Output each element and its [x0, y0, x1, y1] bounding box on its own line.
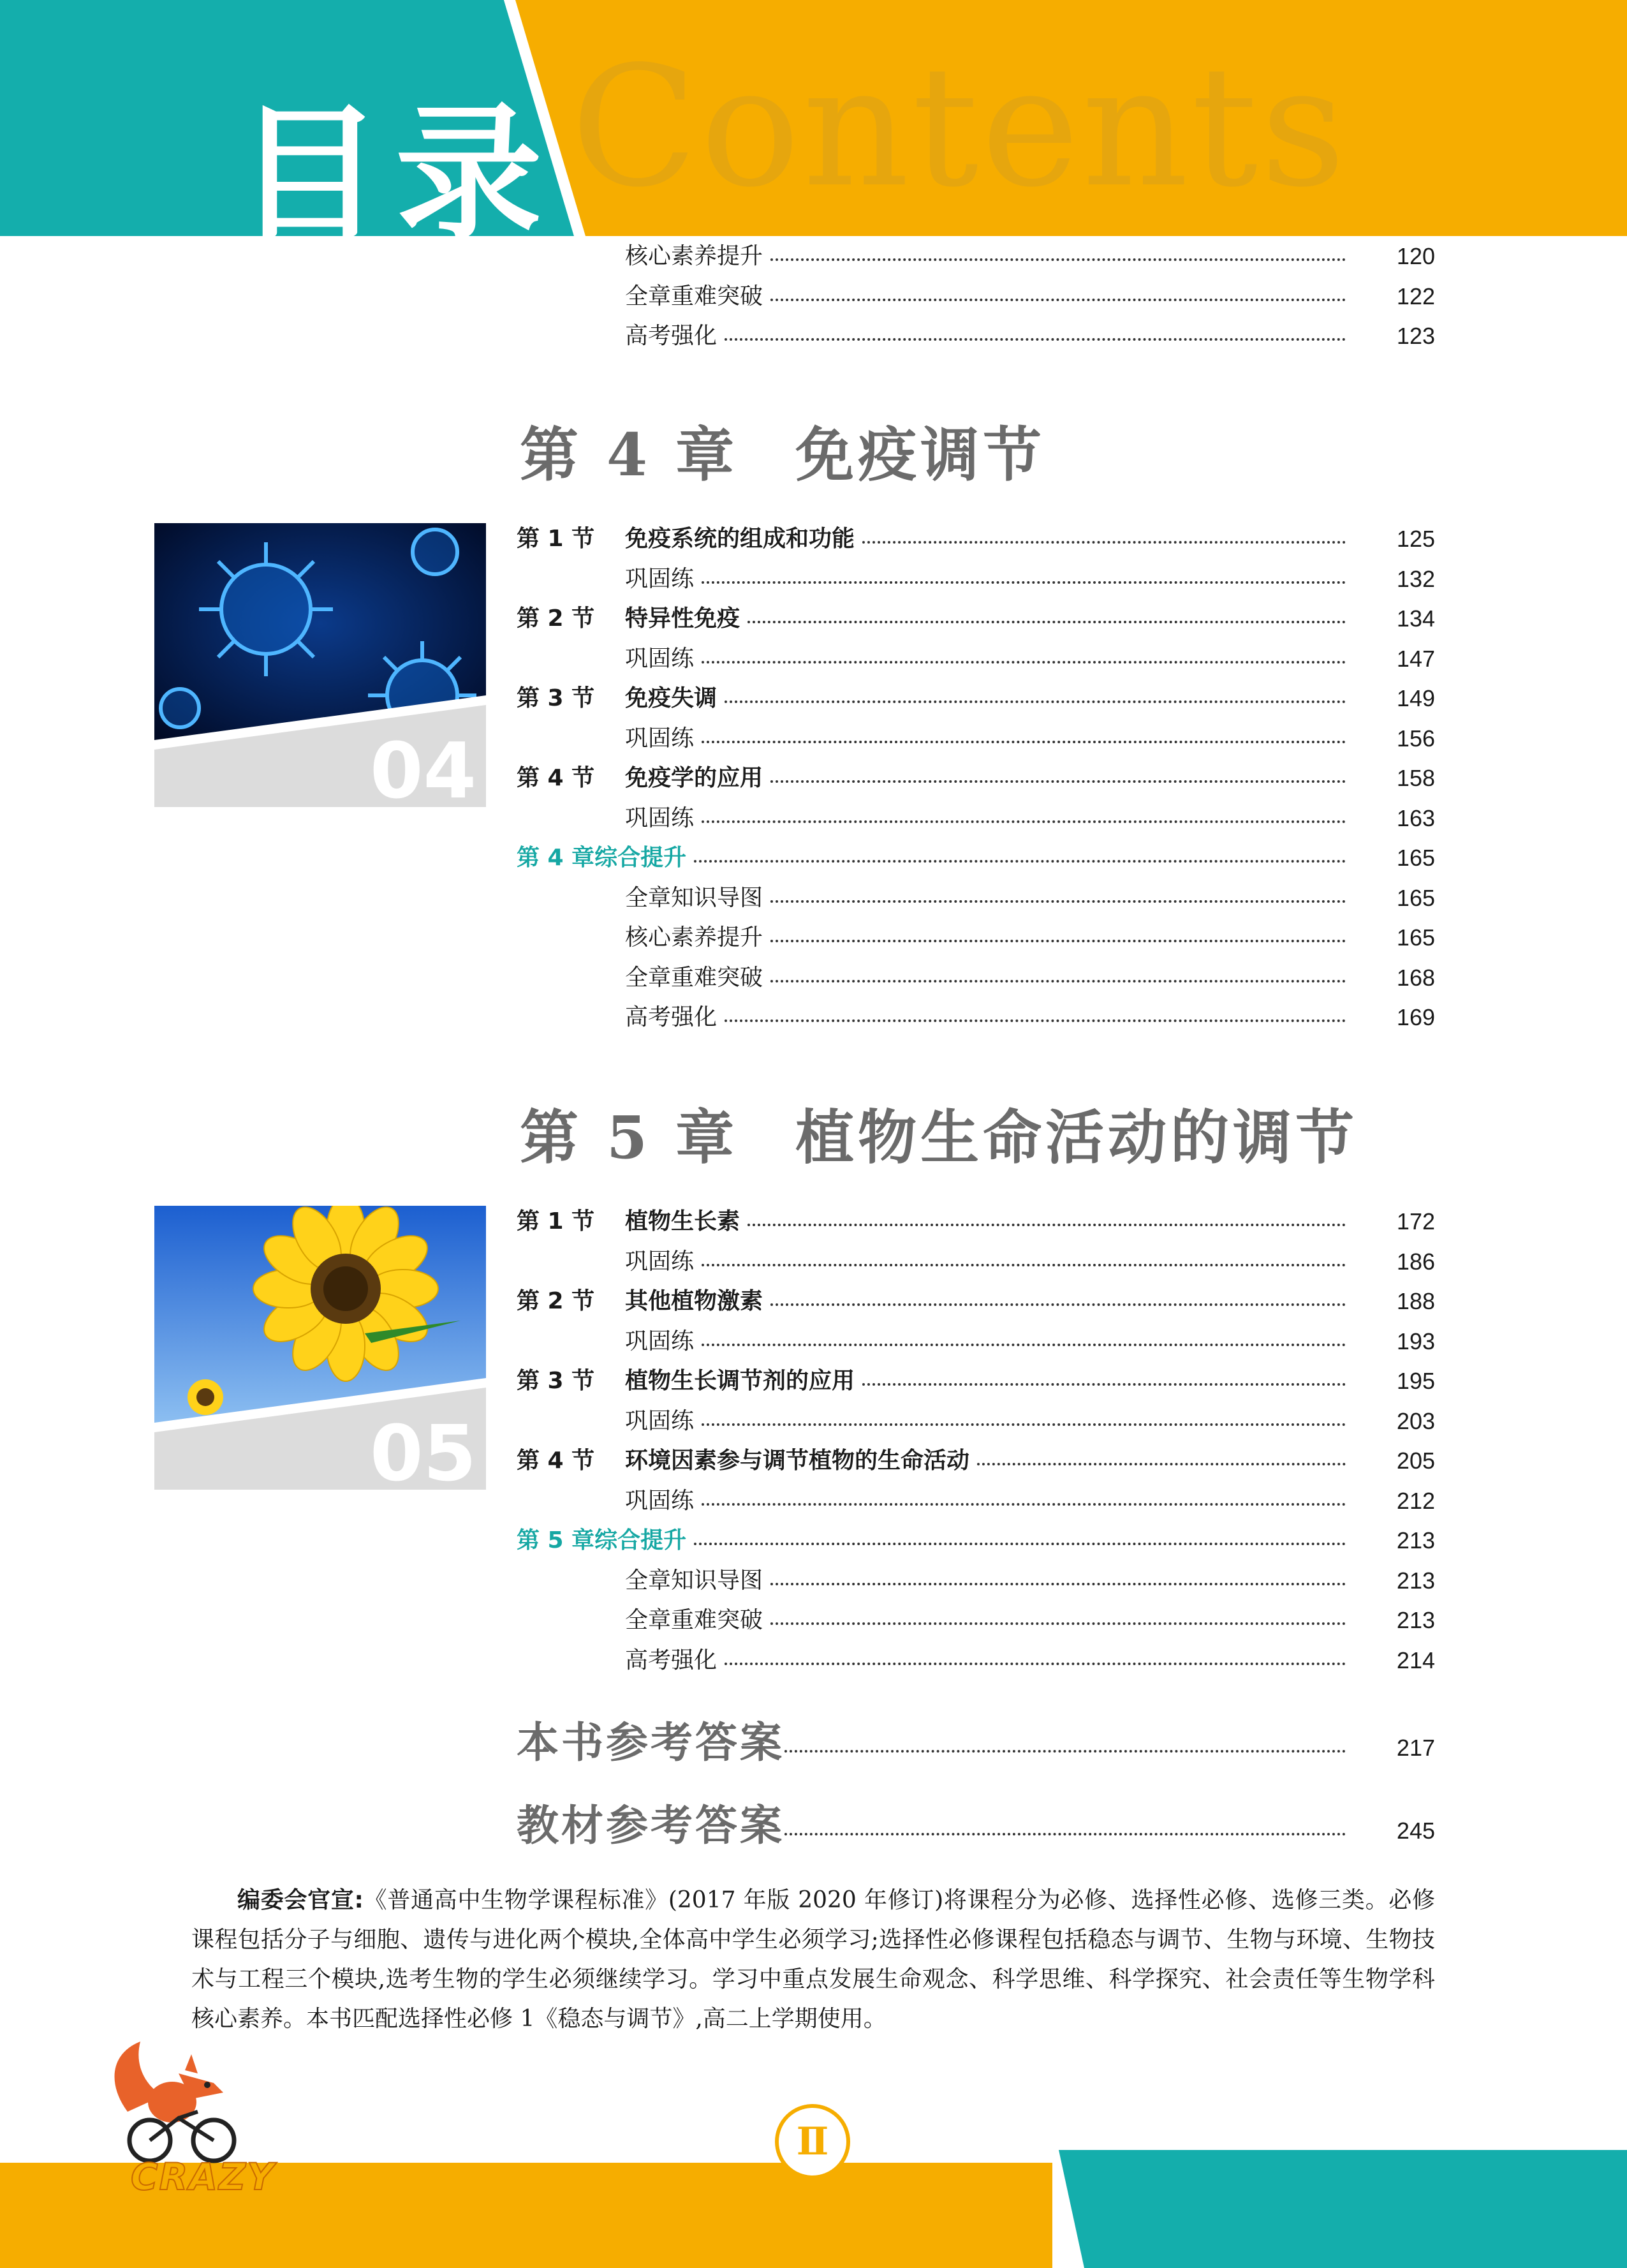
chapter-5-number: 第 5 章 — [520, 1103, 739, 1172]
dot-leader — [702, 1503, 1346, 1506]
page-ref: 205 — [1396, 1448, 1435, 1474]
subsection-title: 巩固练 — [625, 1407, 695, 1434]
chapter-5-badge: 05 — [370, 1410, 476, 1490]
toc-row — [517, 640, 1435, 678]
section-number: 第 4 节 — [517, 765, 595, 791]
toc-row — [517, 720, 1435, 758]
subsection-title: 全章重难突破 — [625, 1607, 763, 1633]
section-title: 环境因素参与调节植物的生命活动 — [625, 1448, 970, 1474]
subsection-title: 巩固练 — [625, 1487, 695, 1514]
dot-leader — [702, 581, 1346, 584]
dot-leader — [770, 1303, 1346, 1306]
dot-leader — [977, 1463, 1346, 1465]
subsection-title: 巩固练 — [625, 645, 695, 672]
dot-leader — [770, 258, 1346, 261]
toc-row — [517, 1243, 1435, 1281]
dot-leader — [770, 980, 1346, 982]
page-ref: 169 — [1396, 1004, 1435, 1030]
subsection-title: 巩固练 — [625, 565, 695, 592]
page-ref: 245 — [1396, 1818, 1435, 1844]
dot-leader — [702, 820, 1346, 823]
section-title: 免疫学的应用 — [625, 765, 763, 791]
subsection-title: 全章知识导图 — [625, 884, 763, 911]
toc-row — [517, 560, 1435, 598]
page-ref: 213 — [1396, 1527, 1435, 1553]
subsection-title: 巩固练 — [625, 1328, 695, 1354]
chapter-summary-title: 第 5 章综合提升 — [517, 1527, 687, 1553]
page-ref: 212 — [1396, 1487, 1435, 1514]
dot-leader — [770, 780, 1346, 783]
page-ref: 125 — [1396, 526, 1435, 552]
page-ref: 186 — [1396, 1248, 1435, 1275]
toc-row — [517, 959, 1435, 997]
section-number: 第 3 节 — [517, 685, 595, 711]
dot-leader — [770, 1622, 1346, 1625]
page-ref: 203 — [1396, 1407, 1435, 1434]
fox-on-bicycle-icon — [102, 2035, 255, 2172]
subsection-title: 巩固练 — [625, 1248, 695, 1275]
section-title: 植物生长素 — [625, 1208, 740, 1234]
page-ref: 134 — [1396, 605, 1435, 632]
dot-leader — [770, 299, 1346, 301]
toc-row — [517, 1562, 1435, 1600]
chapter-4-title: 免疫调节 — [795, 420, 1046, 489]
dot-leader — [702, 741, 1346, 743]
toc-row — [517, 679, 1435, 718]
toc-row — [517, 317, 1435, 355]
virus-image — [154, 523, 486, 807]
toc-row — [517, 1482, 1435, 1520]
dot-leader — [770, 940, 1346, 942]
section-number: 第 2 节 — [517, 605, 595, 632]
page-ref: 122 — [1396, 283, 1435, 309]
dot-leader — [725, 1019, 1346, 1022]
page-ref: 172 — [1396, 1208, 1435, 1234]
dot-leader — [725, 338, 1346, 341]
toc-row — [517, 799, 1435, 838]
toc-row — [517, 520, 1435, 558]
page-ref: 168 — [1396, 964, 1435, 991]
section-title: 免疫失调 — [625, 685, 718, 711]
answers-title: 本书参考答案 — [517, 1717, 784, 1767]
toc-row — [517, 1522, 1435, 1560]
answers-row — [517, 1793, 1435, 1850]
chapter-4-heading — [520, 408, 1045, 493]
toc-row — [517, 1442, 1435, 1480]
toc-row — [517, 1282, 1435, 1321]
subsection-title: 核心素养提升 — [625, 924, 763, 951]
chapter-5-title: 植物生命活动的调节 — [795, 1103, 1358, 1172]
page-title: 目录 — [236, 90, 556, 260]
page-ref: 132 — [1396, 565, 1435, 592]
dot-leader — [725, 700, 1346, 703]
toc-row — [517, 1642, 1435, 1680]
toc-row — [517, 1203, 1435, 1241]
subsection-title: 全章知识导图 — [625, 1567, 763, 1594]
chapter-5-heading — [520, 1091, 1358, 1175]
page-ref: 165 — [1396, 884, 1435, 911]
dot-leader — [702, 661, 1346, 663]
mascot-text: CRAZY — [131, 2155, 276, 2198]
toc-row — [517, 278, 1435, 316]
section-number: 第 1 节 — [517, 526, 595, 552]
toc-row — [517, 1362, 1435, 1400]
section-number: 第 3 节 — [517, 1368, 595, 1394]
toc-row — [517, 1402, 1435, 1441]
subsection-title: 高考强化 — [625, 1004, 718, 1030]
toc-row — [517, 879, 1435, 917]
dot-leader — [747, 1224, 1346, 1226]
subsection-title: 巩固练 — [625, 725, 695, 752]
dot-leader — [770, 1583, 1346, 1585]
page-ref: 188 — [1396, 1288, 1435, 1314]
subsection-title: 全章重难突破 — [625, 964, 763, 991]
toc-row — [517, 759, 1435, 797]
section-number: 第 1 节 — [517, 1208, 595, 1234]
page-ref: 156 — [1396, 725, 1435, 752]
chapter-4-number: 第 4 章 — [520, 420, 739, 489]
page-ref: 165 — [1396, 845, 1435, 871]
dot-leader — [702, 1344, 1346, 1346]
page-ref: 214 — [1396, 1647, 1435, 1673]
section-number: 第 2 节 — [517, 1288, 595, 1314]
page-ref: 165 — [1396, 924, 1435, 951]
chapter-summary-title: 第 4 章综合提升 — [517, 845, 687, 871]
toc-row — [517, 919, 1435, 957]
dot-leader — [694, 860, 1346, 863]
page-ref: 193 — [1396, 1328, 1435, 1354]
section-number: 第 4 节 — [517, 1448, 595, 1474]
toc-row — [517, 1601, 1435, 1640]
section-title: 特异性免疫 — [625, 605, 740, 632]
toc-row — [517, 1323, 1435, 1361]
answers-title: 教材参考答案 — [517, 1800, 784, 1850]
page-number: Ⅱ — [775, 2104, 850, 2179]
editorial-note — [191, 1881, 1435, 2039]
subsection-title: 高考强化 — [625, 1647, 718, 1673]
subsection-title: 核心素养提升 — [625, 243, 763, 269]
page-ref: 163 — [1396, 804, 1435, 831]
chapter-4-badge: 04 — [370, 727, 476, 807]
dot-leader — [784, 1750, 1346, 1753]
page-ref: 213 — [1396, 1567, 1435, 1594]
dot-leader — [784, 1833, 1346, 1835]
toc-row — [517, 237, 1435, 276]
dot-leader — [725, 1663, 1346, 1665]
note-lead: 编委会官宣: — [237, 1887, 364, 1913]
page-ref: 147 — [1396, 645, 1435, 672]
subsection-title: 高考强化 — [625, 323, 718, 349]
page-ref: 158 — [1396, 765, 1435, 791]
page-ref: 149 — [1396, 685, 1435, 711]
dot-leader — [747, 621, 1346, 623]
toc-row — [517, 600, 1435, 638]
page-ref: 120 — [1396, 243, 1435, 269]
page-ref: 195 — [1396, 1368, 1435, 1394]
sunflower-image — [154, 1206, 486, 1490]
dot-leader — [862, 1383, 1346, 1386]
toc-row — [517, 998, 1435, 1037]
dot-leader — [862, 541, 1346, 544]
dot-leader — [702, 1264, 1346, 1266]
section-title: 免疫系统的组成和功能 — [625, 526, 855, 552]
subsection-title: 巩固练 — [625, 804, 695, 831]
page-ref: 217 — [1396, 1735, 1435, 1761]
page-ref: 213 — [1396, 1607, 1435, 1633]
page-ref: 123 — [1396, 323, 1435, 349]
note-text: 《普通高中生物学课程标准》(2017 年版 2020 年修订)将课程分为必修、选择性必修、选修三类。必修课程包括分子与细胞、遗传与进化两个模块,全体高中学生必须学习;选择性必修课程包括稳态与调节、生物与环境、生物技术与工程三个模块,选考生物的学生必须继续学习。学习中重点发展生命观念、科学思维、科学探究、社会责任等生物学科核心素养。本书匹配选择性必修 1《稳态与调节》,高二上学期使用。 — [191, 1887, 1435, 2032]
section-title: 植物生长调节剂的应用 — [625, 1368, 855, 1394]
answers-row — [517, 1710, 1435, 1767]
section-title: 其他植物激素 — [625, 1288, 763, 1314]
dot-leader — [702, 1423, 1346, 1426]
dot-leader — [770, 900, 1346, 903]
dot-leader — [694, 1543, 1346, 1545]
contents-watermark: Contents — [571, 31, 1348, 224]
toc-row — [517, 839, 1435, 877]
subsection-title: 全章重难突破 — [625, 283, 763, 309]
